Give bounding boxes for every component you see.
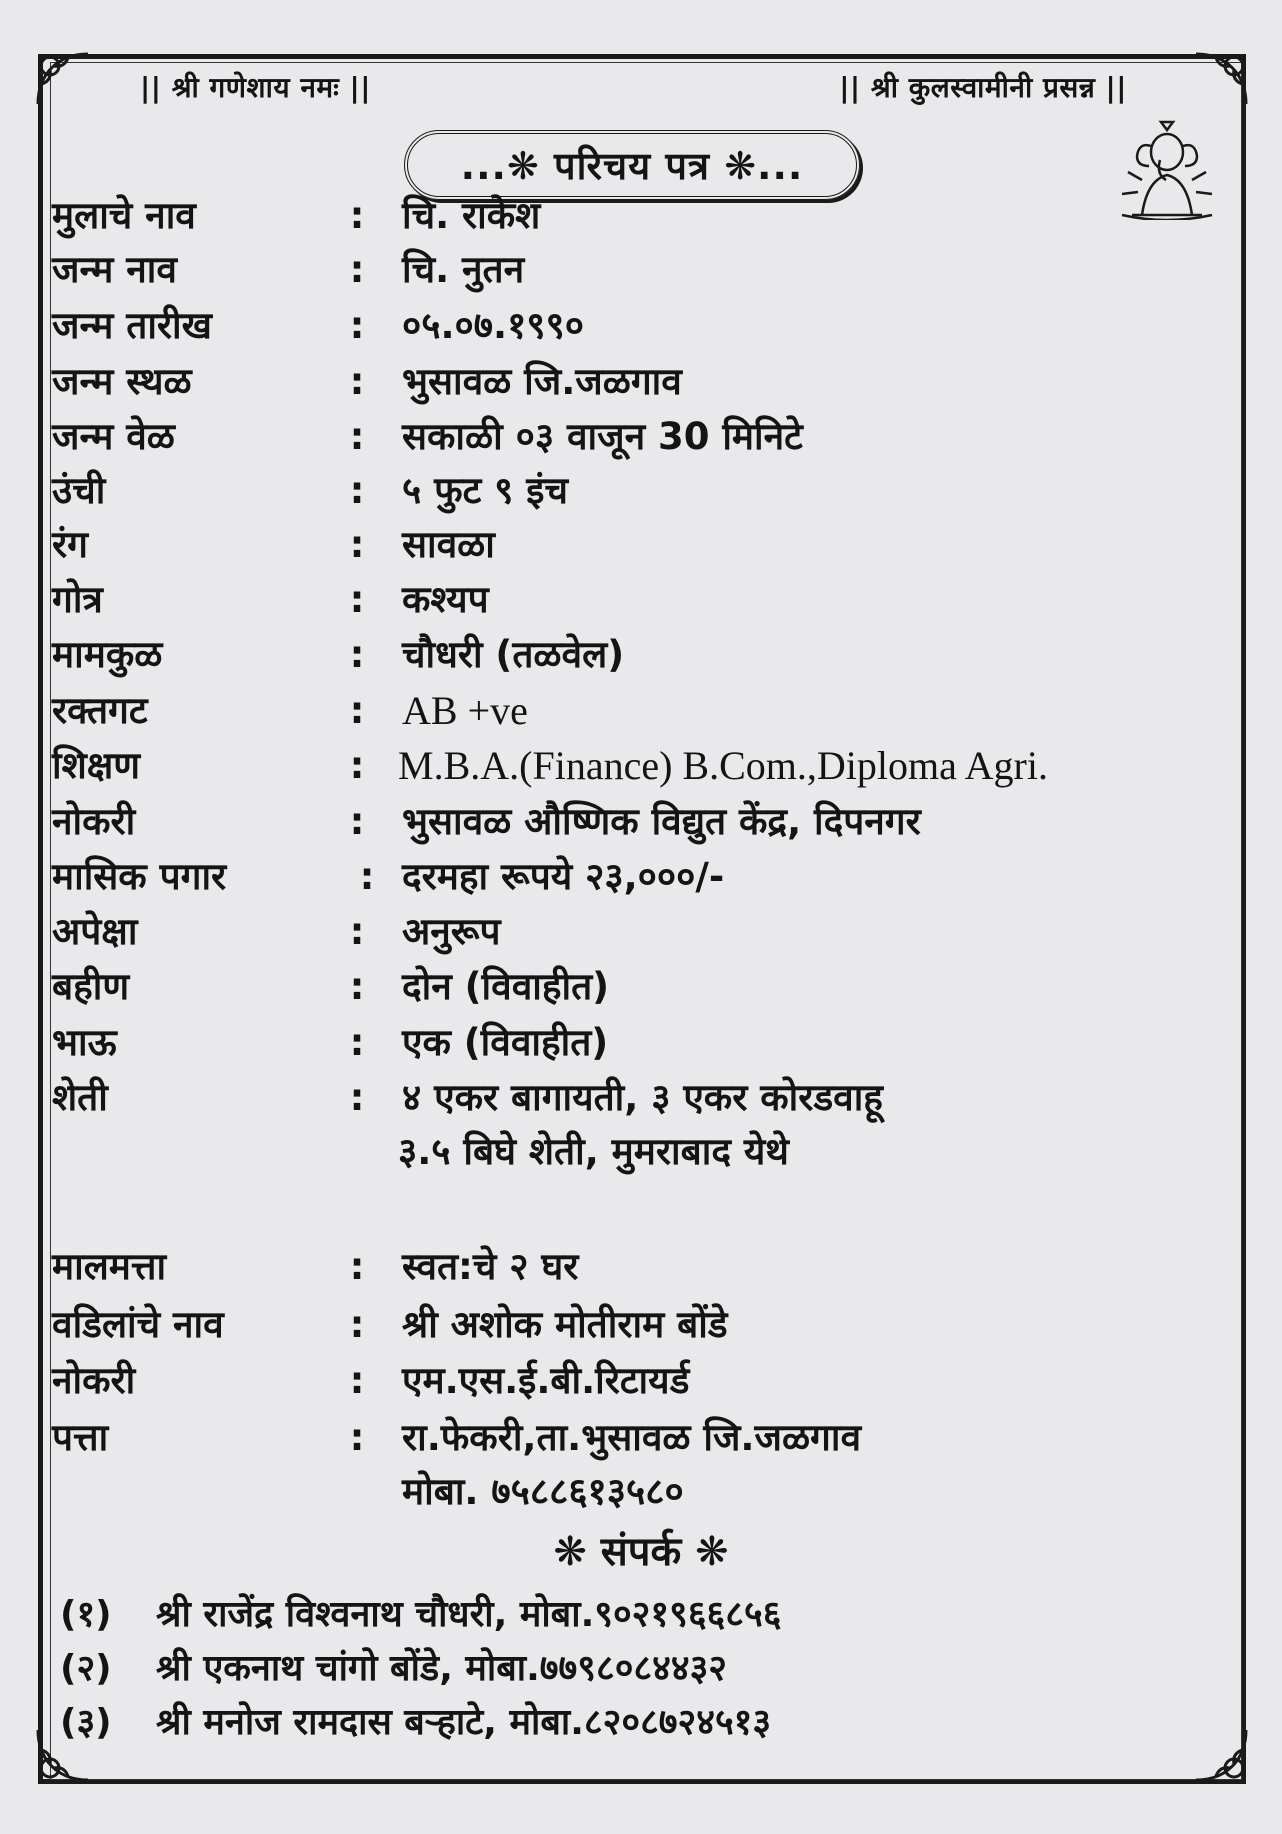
field-value: चि. राकेश (402, 194, 541, 237)
contact-person (60, 1644, 727, 1694)
field-colon: : (349, 633, 365, 676)
field-value: दरमहा रूपये २३,०००/- (402, 855, 725, 898)
field-label: मुलाचे नाव (52, 194, 196, 237)
field-value: भुसावळ जि.जळगाव (402, 360, 682, 403)
field-colon: : (349, 965, 365, 1008)
field-value: स्वत:चे २ घर (402, 1245, 579, 1288)
contact-text: श्री एकनाथ चांगो बोंडे, मोबा.७७९८०८४४३२ (156, 1648, 728, 1689)
field-value: एम.एस.ई.बी.रिटायर्ड (402, 1359, 690, 1402)
field-row-father-name (52, 1300, 1202, 1350)
field-colon: : (349, 910, 365, 953)
field-value: सकाळी ०३ वाजून 30 मिनिटे (402, 415, 803, 458)
field-label: उंची (52, 469, 106, 512)
field-row-sisters (52, 962, 1202, 1012)
field-colon: : (349, 1303, 365, 1346)
field-value: चौधरी (तळवेल) (402, 633, 625, 676)
field-colon: : (349, 360, 365, 403)
field-label: रंग (52, 523, 88, 566)
field-row-brothers (52, 1018, 1202, 1068)
field-value: ०५.०७.१९९० (402, 304, 585, 347)
header-right-invocation: || श्री कुलस्वामीनी प्रसन्न || (839, 71, 1127, 104)
field-value: श्री अशोक मोतीराम बोंडे (402, 1303, 728, 1346)
contact-person (60, 1590, 781, 1640)
field-label: भाऊ (52, 1021, 117, 1064)
field-label: जन्म नाव (52, 248, 177, 291)
field-label: शेती (52, 1076, 108, 1119)
corner-ornament-bottom-right (1186, 1720, 1256, 1790)
field-value: ५ फुट ९ इंच (402, 469, 568, 512)
field-row-gotra (52, 575, 1202, 625)
field-row-complexion (52, 520, 1202, 570)
contact-heading: ❋ संपर्क ❋ (553, 1529, 729, 1575)
field-value: सावळा (402, 523, 495, 566)
field-label: नोकरी (52, 1359, 136, 1402)
field-row-address (52, 1413, 1202, 1523)
field-row-birth-name (52, 245, 1202, 295)
field-row-blood-group (52, 686, 1202, 736)
field-colon: : (349, 1021, 365, 1064)
field-colon: : (349, 1359, 365, 1402)
field-colon: : (359, 855, 375, 898)
field-colon: : (349, 800, 365, 843)
field-value: कश्यप (402, 578, 489, 621)
field-colon: : (349, 1076, 365, 1119)
header-left-invocation: || श्री गणेशाय नमः || (140, 71, 371, 104)
field-value: दोन (विवाहीत) (402, 965, 610, 1008)
field-colon: : (349, 1245, 365, 1288)
field-row-monthly-salary (52, 852, 1202, 902)
field-label: मामकुळ (52, 633, 163, 676)
field-colon: : (349, 304, 365, 347)
field-row-birth-time (52, 412, 1202, 462)
field-colon: : (349, 194, 365, 237)
corner-ornament-top-right (1186, 44, 1256, 114)
field-value: M.B.A.(Finance) B.Com.,Diploma Agri. (398, 743, 1048, 788)
field-value-line2: ३.५ बिघे शेती, मुमराबाद येथे (398, 1130, 789, 1173)
contact-text: श्री मनोज रामदास बऱ्हाटे, मोबा.८२०८७२४५१३ (156, 1702, 772, 1743)
field-value: रा.फेकरी,ता.भुसावळ जि.जळगाव (402, 1416, 862, 1459)
field-value: अनुरूप (402, 910, 501, 953)
field-colon: : (349, 523, 365, 566)
field-colon: : (349, 248, 365, 291)
corner-ornament-top-left (28, 44, 98, 114)
field-value: एक (विवाहीत) (402, 1021, 609, 1064)
field-value-line2: मोबा. ७५८८६१३५८० (402, 1470, 684, 1513)
field-value: ४ एकर बागायती, ३ एकर कोरडवाहू (402, 1076, 883, 1119)
field-row-birth-date (52, 301, 1202, 351)
field-colon: : (349, 689, 365, 732)
contact-number: (१) (60, 1594, 112, 1635)
field-label: मालमत्ता (52, 1245, 167, 1288)
field-label: मासिक पगार (52, 855, 227, 898)
field-label: जन्म वेळ (52, 415, 175, 458)
field-colon: : (349, 415, 365, 458)
field-row-property (52, 1242, 1202, 1292)
field-label: बहीण (52, 965, 130, 1008)
field-label: शिक्षण (52, 744, 141, 787)
field-row-job (52, 797, 1202, 847)
field-label: अपेक्षा (52, 910, 138, 953)
field-row-father-job (52, 1356, 1202, 1406)
field-colon: : (349, 744, 365, 787)
field-row-height (52, 466, 1202, 516)
field-value: चि. नुतन (402, 248, 525, 291)
field-value: AB +ve (402, 688, 528, 733)
field-row-maternal-family (52, 630, 1202, 680)
field-label: जन्म स्थळ (52, 360, 192, 403)
contact-number: (३) (60, 1702, 112, 1743)
field-label: नोकरी (52, 800, 136, 843)
field-row-education (52, 741, 1242, 791)
field-colon: : (349, 1416, 365, 1459)
field-row-farm-land (52, 1073, 1202, 1183)
contact-person (60, 1698, 771, 1748)
field-row-birth-place (52, 357, 1202, 407)
field-row-expectation (52, 907, 1202, 957)
contact-text: श्री राजेंद्र विश्वनाथ चौधरी, मोबा.९०२१९६६८५६ (156, 1594, 782, 1635)
field-label: पत्ता (52, 1416, 109, 1459)
field-label: रक्तगट (52, 689, 148, 732)
field-row-boy-name (52, 191, 1202, 241)
page-title: ...❋ परिचय पत्र ❋... (460, 144, 804, 188)
field-label: वडिलांचे नाव (52, 1303, 224, 1346)
title-badge (404, 130, 860, 200)
contact-number: (२) (60, 1648, 112, 1689)
field-label: जन्म तारीख (52, 304, 212, 347)
field-colon: : (349, 469, 365, 512)
field-label: गोत्र (52, 578, 103, 621)
field-colon: : (349, 578, 365, 621)
field-value: भुसावळ औष्णिक विद्युत केंद्र, दिपनगर (402, 800, 921, 843)
